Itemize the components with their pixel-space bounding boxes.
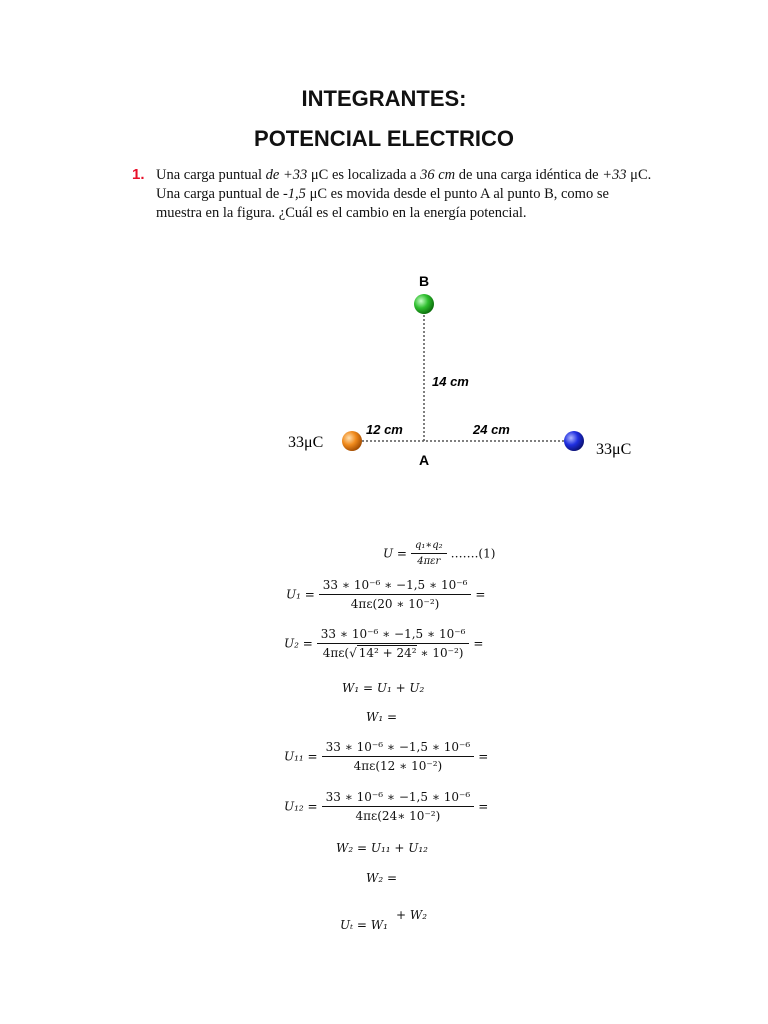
u11-equation: U₁₁ = $\frac{\text{33 ∗ 10⁻⁶ ∗ −1,5 ∗ 10⁻⁶}}{\text{4πε(12 ∗ 10⁻²)}}$ = <box>284 740 489 773</box>
u1-equation: U₁ = $\frac{\text{33 ∗ 10⁻⁶ ∗ −1,5 ∗ 10⁻⁶}}{\text{4πε(20 ∗ 10⁻²)}}$ = <box>286 578 486 611</box>
document-title: POTENCIAL ELECTRICO <box>254 126 514 151</box>
charge-b-sphere <box>414 294 434 314</box>
right-distance-label: 24 cm <box>473 422 510 437</box>
u12-equation: U₁₂ = $\frac{\text{33 ∗ 10⁻⁶ ∗ −1,5 ∗ 10⁻⁶}}{\text{4πε(24∗ 10⁻²)}}$ = <box>284 790 489 823</box>
w1-result: W₁ = <box>366 710 398 724</box>
potential-energy-formula: U = $\frac{\text{q₁∗q₂}}{\text{4πεr}}$ …….(1) <box>383 540 496 567</box>
point-b-label: B <box>418 273 430 289</box>
total-energy-w2: + W₂ <box>396 908 428 922</box>
point-a-label: A <box>418 452 430 468</box>
w2-result: W₂ = <box>366 871 398 885</box>
charge-right-sphere <box>564 431 584 451</box>
right-charge-label: 33μC <box>596 441 632 458</box>
problem-number: 1. <box>132 166 145 183</box>
w1-equation: W₁ = U₁ + U₂ <box>342 681 425 695</box>
vertical-distance-label: 14 cm <box>432 374 469 389</box>
document-heading: INTEGRANTES: <box>301 86 467 111</box>
total-energy-equation: Uₜ = W₁ <box>340 918 388 932</box>
w2-equation: W₂ = U₁₁ + U₁₂ <box>336 841 428 855</box>
left-charge-label: 33μC <box>288 434 324 451</box>
left-distance-label: 12 cm <box>366 422 403 437</box>
problem-statement: Una carga puntual de +33 μC es localizada a 36 cm de una carga idéntica de +33 μC. Una carga puntual de -1,5 μC es movida desde el punto A al punto B, como se muestra en la figura. ¿Cuál es el cambio en la energía potencial. <box>156 167 652 221</box>
charge-left-sphere <box>342 431 362 451</box>
u2-equation: U₂ = $\frac{\text{33 ∗ 10⁻⁶ ∗ −1,5 ∗ 10⁻⁶}}{\text{4πε(√ 14² + 24² ∗ 10⁻²)}}$ = <box>284 627 484 660</box>
